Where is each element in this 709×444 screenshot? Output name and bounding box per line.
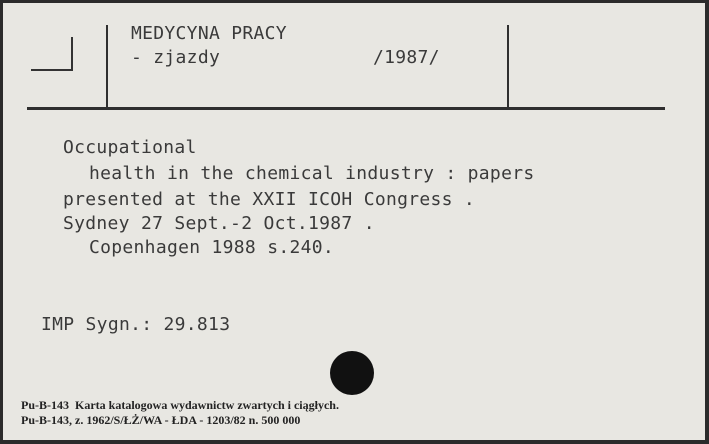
- corner-mark: [31, 37, 73, 71]
- catalog-card: [3, 3, 705, 440]
- category-label: MEDYCYNA PRACY: [131, 23, 287, 44]
- entry-line-2: health in the chemical industry : papers: [89, 163, 535, 184]
- footer-line-1: Pu-B-143 Karta katalogowa wydawnictw zwartych i ciągłych.: [21, 398, 339, 412]
- entry-line-5: Copenhagen 1988 s.240.: [89, 237, 335, 258]
- punch-hole: [330, 351, 374, 395]
- divider-right: [507, 25, 509, 109]
- entry-line-4: Sydney 27 Sept.-2 Oct.1987 .: [63, 213, 375, 234]
- signature-line: IMP Sygn.: 29.813: [41, 314, 231, 335]
- divider-left: [106, 25, 108, 109]
- subcategory-label: - zjazdy: [131, 47, 221, 68]
- year-label: /1987/: [373, 47, 440, 68]
- entry-line-1: Occupational: [63, 137, 197, 158]
- entry-line-3: presented at the XXII ICOH Congress .: [63, 189, 476, 210]
- footer-line-2: Pu-B-143, z. 1962/S/ŁŻ/WA - ŁDA - 1203/82 n. 500 000: [21, 413, 301, 427]
- header-rule: [27, 107, 665, 110]
